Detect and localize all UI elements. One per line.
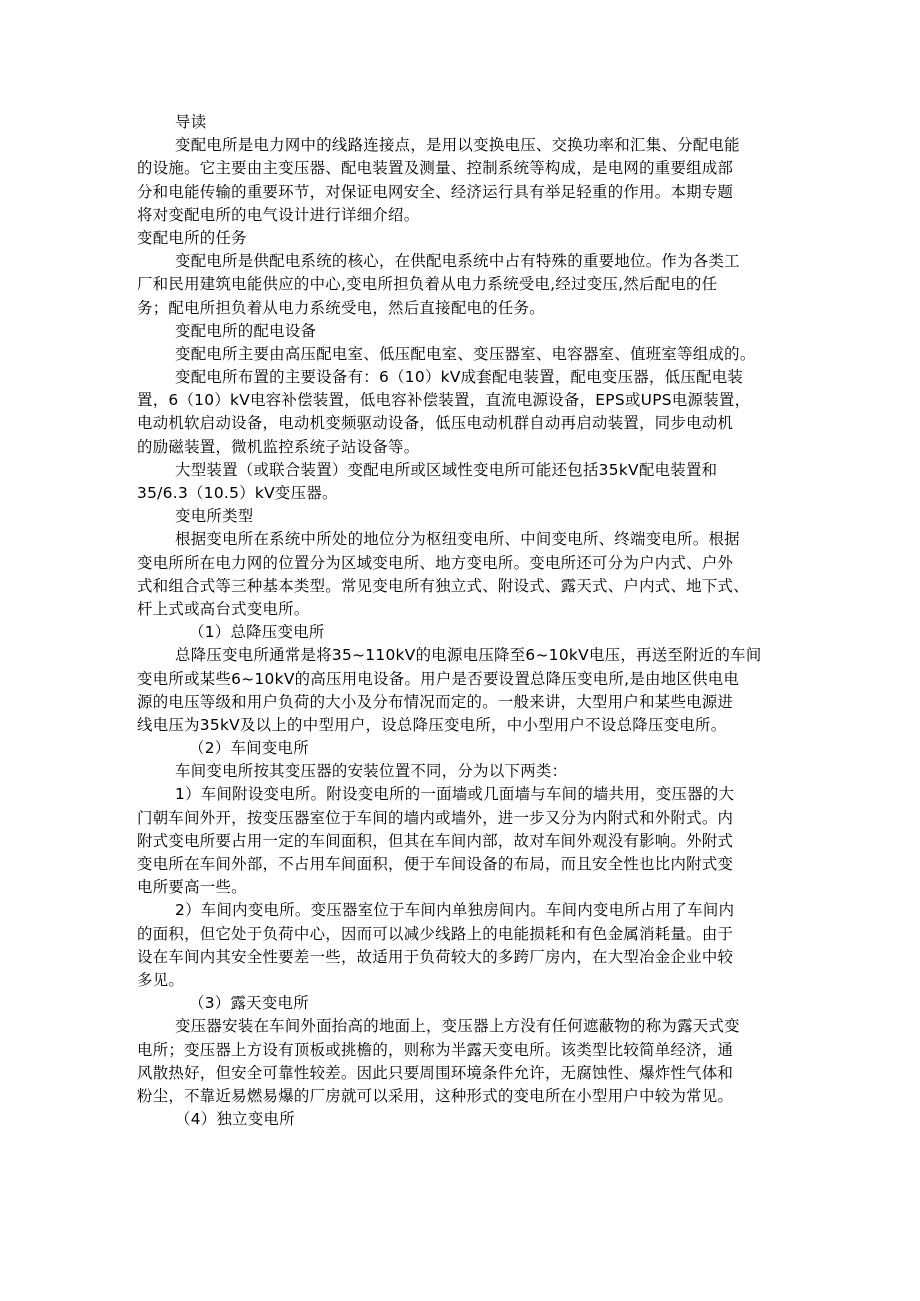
text-line: （3）露天变电所 <box>189 994 309 1013</box>
text-line: 设在车间内其安全性要差一些，故适用于负荷较大的多跨厂房内，在大型冶金企业中较 <box>137 947 734 966</box>
text-line: 35/6.3（10.5）kV变压器。 <box>137 484 338 502</box>
text-line: 厂和民用建筑电能供应的中心,变电所担负着从电力系统受电,经过变压,然后配电的任 <box>137 275 718 294</box>
text-line: 变配电所主要由高压配电室、低压配电室、变压器室、电容器室、值班室等组成的。 <box>175 344 756 363</box>
text-line: 的面积，但它处于负荷中心，因而可以减少线路上的电能损耗和有色金属消耗量。由于 <box>137 924 734 943</box>
text-line: 变电所或某些6~10kV的高压用电设备。用户是否要设置总降压变电所,是由地区供电电 <box>137 669 740 688</box>
text-line: 分和电能传输的重要环节，对保证电网安全、经济运行具有举足轻重的作用。本期专题 <box>137 182 734 201</box>
text-line: 变配电所是供配电系统的核心，在供配电系统中占有特殊的重要地位。作为各类工 <box>175 252 740 271</box>
text-line: 将对变配电所的电气设计进行详细介绍。 <box>137 205 420 224</box>
text-line: （4）独立变电所 <box>175 1110 295 1129</box>
text-line: 线电压为35kV及以上的中型用户，设总降压变电所，中小型用户不设总降压变电所。 <box>137 715 727 734</box>
text-line: 变电所在车间外部，不占用车间面积，便于车间设备的布局，而且安全性也比内附式变 <box>137 855 734 873</box>
text-line: 源的电压等级和用户负荷的大小及分布情况而定的。一般来讲，大型用户和某些电源进 <box>137 692 734 711</box>
text-line: 变压器安装在车间外面抬高的地面上，变压器上方没有任何遮蔽物的称为露天式变 <box>175 1017 740 1036</box>
text-line: 风散热好，但安全可靠性较差。因此只要周围环境条件允许，无腐蚀性、爆炸性气体和 <box>137 1063 734 1082</box>
text-line: 1）车间附设变电所。附设变电所的一面墙或几面墙与车间的墙共用，变压器的大 <box>175 785 735 804</box>
text-line: 式和组合式等三种基本类型。常见变电所有独立式、附设式、露天式、户内式、地下式、 <box>137 576 749 595</box>
text-line: 电所要高一些。 <box>137 878 247 897</box>
text-line: 附式变电所要占用一定的车间面积，但其在车间内部，故对车间外观没有影响。外附式 <box>137 831 734 850</box>
text-line: 的励磁装置，微机监控系统子站设备等。 <box>137 437 420 456</box>
text-line: 变电所类型 <box>175 507 254 526</box>
text-line: 变配电所是电力网中的线路连接点，是用以变换电压、交换功率和汇集、分配电能 <box>175 136 740 155</box>
text-line: （1）总降压变电所 <box>189 623 325 642</box>
text-line: 务；配电所担负着从电力系统受电，然后直接配电的任务。 <box>137 298 545 317</box>
text-line: 的设施。它主要由主变压器、配电装置及测量、控制系统等构成，是电网的重要组成部 <box>137 159 734 178</box>
text-line: 电动机软启动设备，电动机变频驱动设备，低压电动机群自动再启动装置，同步电动机 <box>137 414 734 433</box>
text-line: （2）车间变电所 <box>189 739 309 758</box>
text-line: 多见。 <box>137 970 185 989</box>
text-line: 杆上式或高台式变电所。 <box>137 599 310 618</box>
text-line: 门朝车间外开，按变压器室位于车间的墙内或墙外，进一步又分为内附式和外附式。内 <box>137 808 734 827</box>
text-line: 根据变电所在系统中所处的地位分为枢纽变电所、中间变电所、终端变电所。根据 <box>175 530 740 549</box>
document-body <box>137 111 793 1131</box>
text-line: 导读 <box>175 113 207 131</box>
text-line: 变配电所的任务 <box>137 228 247 247</box>
text-line: 总降压变电所通常是将35~110kV的电源电压降至6~10kV电压，再送至附近的车间 <box>175 646 762 665</box>
text-line: 置，6（10）kV电容补偿装置，低电容补偿装置，直流电源设备，EPS或UPS电源装置， <box>137 391 751 410</box>
text-line: 车间变电所按其变压器的安装位置不同，分为以下两类： <box>175 762 568 781</box>
text-line: 粉尘，不靠近易燃易爆的厂房就可以采用，这种形式的变电所在小型用户中较为常见。 <box>137 1086 734 1105</box>
text-line: 变电所所在电力网的位置分为区域变电所、地方变电所。变电所还可分为户内式、户外 <box>137 553 734 572</box>
text-line: 变配电所的配电设备 <box>175 321 317 340</box>
text-line: 变配电所布置的主要设备有：6（10）kV成套配电装置，配电变压器，低压配电装 <box>175 368 744 387</box>
text-line: 大型装置（或联合装置）变配电所或区域性变电所可能还包括35kV配电装置和 <box>175 460 718 479</box>
text-line: 电所；变压器上方设有顶板或挑檐的，则称为半露天变电所。该类型比较简单经济，通 <box>137 1040 734 1059</box>
text-line: 2）车间内变电所。变压器室位于车间内单独房间内。车间内变电所占用了车间内 <box>175 901 735 920</box>
